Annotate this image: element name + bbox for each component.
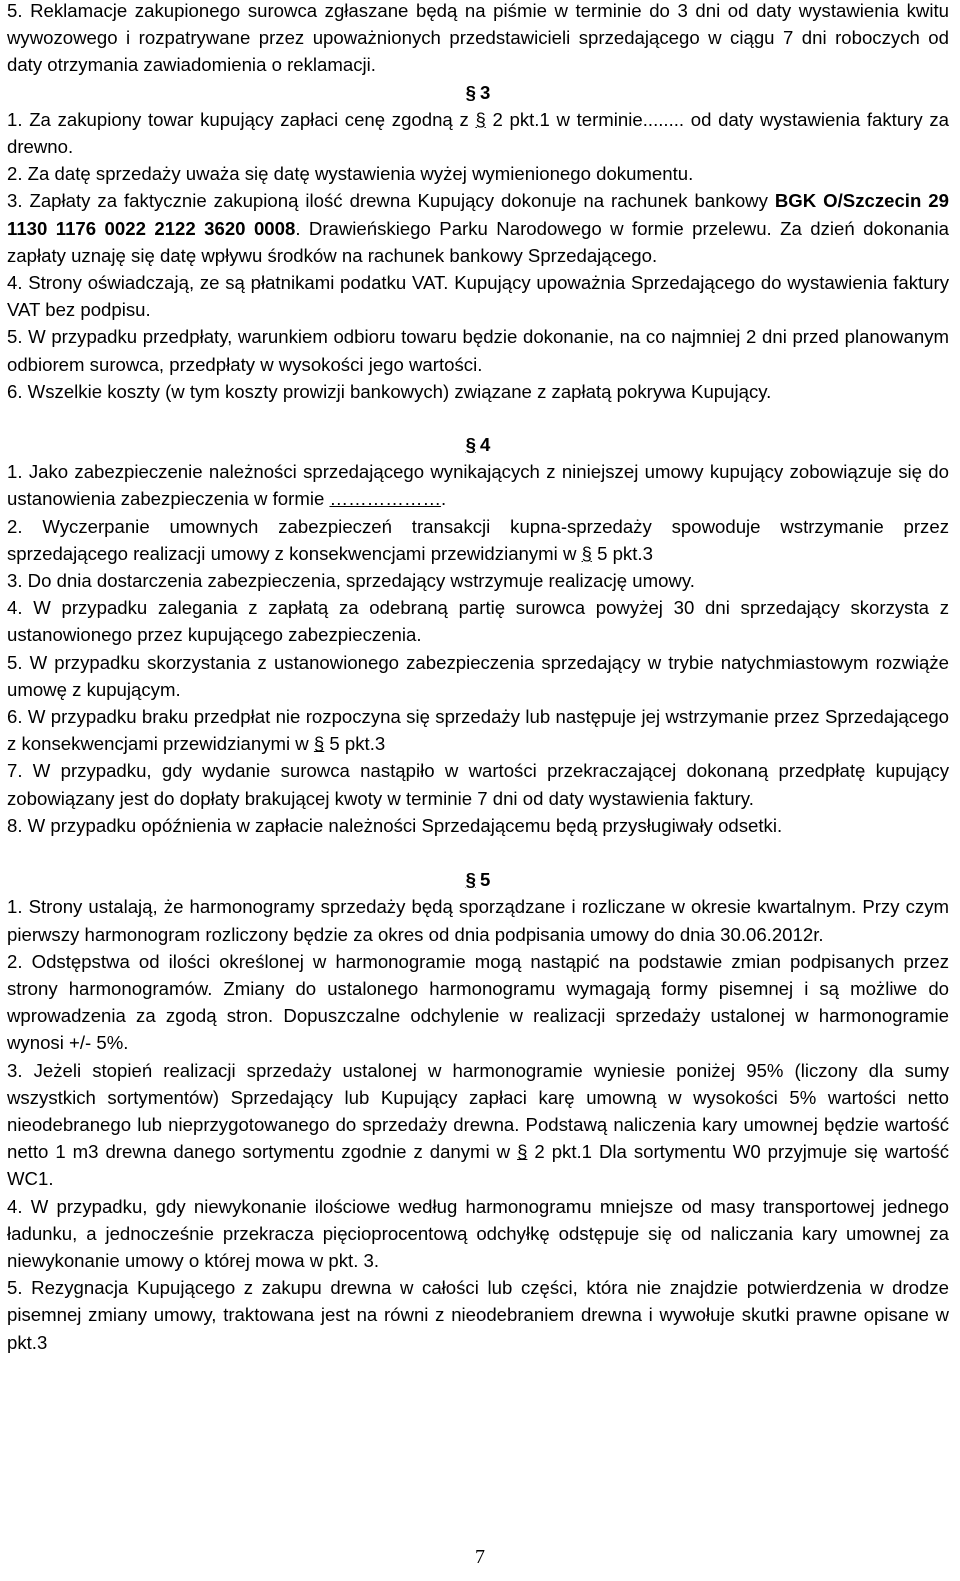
blank-field: ………………: [329, 488, 442, 510]
section-reference: §: [475, 108, 486, 130]
section-heading-5: [7, 866, 949, 893]
section-reference: §: [517, 1141, 528, 1163]
s4-paragraph-7: 7. W przypadku, gdy wydanie surowca nastąpiło w wartości przekraczającej dokonaną przedpłatę kupujący zobowiązany jest do dopłaty brakującej kwoty w terminie 7 dni od daty wystawienia faktury.: [7, 760, 949, 809]
s4-paragraph-6: 6. W przypadku braku przedpłat nie rozpoczyna się sprzedaży lub następuje jej wstrzymanie przez Sprzedającego z konsekwencjami przewidzianymi w § 5 pkt.3: [7, 706, 949, 755]
section-number: 4: [480, 434, 491, 456]
section-reference: §: [581, 542, 592, 564]
document-page: [7, 0, 949, 1356]
s5-paragraph-4: 4. W przypadku, gdy niewykonanie ilościowe według harmonogramu mniejsze od masy transportowej jednego ładunku, a jednocześnie przekracza pięcioprocentową odchyłkę odstępuje się od naliczania kary umownej za niewykonanie umowy o której mowa w pkt. 3.: [7, 1195, 949, 1271]
section-number: 3: [480, 81, 491, 103]
s3-paragraph-5: 5. W przypadku przedpłaty, warunkiem odbioru towaru będzie dokonanie, na co najmniej 2 dni przed planowanym odbiorem surowca, przedpłaty w wysokości jego wartości.: [7, 326, 949, 375]
section-symbol: §: [465, 434, 476, 456]
s5-paragraph-5: 5. Rezygnacja Kupującego z zakupu drewna w całości lub części, która nie znajdzie potwierdzenia w drodze pisemnej zmiany umowy, traktowana jest na równi z nieodebraniem drewna i wywołuje skutki prawne opisane w pkt.3: [7, 1277, 949, 1353]
s4-paragraph-8: 8. W przypadku opóźnienia w zapłacie należności Sprzedającemu będą przysługiwały odsetki.: [7, 814, 783, 836]
spacer: [7, 839, 949, 866]
s3-paragraph-4: 4. Strony oświadczają, ze są płatnikami podatku VAT. Kupujący upoważnia Sprzedającego do wystawienia faktury VAT bez podpisu.: [7, 272, 949, 321]
s4-paragraph-4: 4. W przypadku zalegania z zapłatą za odebraną partię surowca powyżej 30 dni sprzedający skorzysta z ustanowionego przez kupującego zabezpieczenia.: [7, 597, 949, 646]
s3-paragraph-6: 6. Wszelkie koszty (w tym koszty prowizji bankowych) związane z zapłatą pokrywa Kupujący.: [7, 380, 772, 402]
paragraph-reklamacje: 5. Reklamacje zakupionego surowca zgłaszane będą na piśmie w terminie do 3 dni od daty wystawienia kwitu wywozowego i rozpatrywane przez upoważnionych przedstawicieli sprzedającego w ciągu 7 dni roboczych od daty otrzymania zawiadomienia o reklamacji.: [7, 0, 949, 76]
section-symbol: §: [465, 81, 476, 103]
s3-paragraph-2: 2. Za datę sprzedaży uważa się datę wystawienia wyżej wymienionego dokumentu.: [7, 163, 694, 185]
s4-paragraph-2: 2. Wyczerpanie umownych zabezpieczeń transakcji kupna-sprzedaży spowoduje wstrzymanie przez sprzedającego realizacji umowy z konsekwencjami przewidzianymi w § 5 pkt.3: [7, 515, 949, 564]
s4-paragraph-3: 3. Do dnia dostarczenia zabezpieczenia, sprzedający wstrzymuje realizację umowy.: [7, 570, 695, 592]
section-heading-3: [7, 79, 949, 106]
page-number: 7: [475, 1546, 485, 1568]
s5-paragraph-1: 1. Strony ustalają, że harmonogramy sprzedaży będą sporządzane i rozliczane w okresie kwartalnym. Przy czym pierwszy harmonogram rozliczony będzie za okres od dnia podpisania umowy do dnia 30.06.2012r.: [7, 896, 949, 945]
s4-paragraph-5: 5. W przypadku skorzystania z ustanowionego zabezpieczenia sprzedający w trybie natychmiastowym rozwiąże umowę z kupującym.: [7, 651, 949, 700]
section-number: 5: [480, 869, 491, 891]
bank-account-number: BGK O/Szczecin 29 1130 1176 0022 2122 3620 0008: [7, 190, 949, 239]
section-heading-4: [7, 431, 949, 458]
section-reference: §: [313, 733, 325, 755]
s4-paragraph-1: 1. Jako zabezpieczenie należności sprzedającego wynikających z niniejszej umowy kupujący zobowiązuje się do ustanowienia zabezpieczenia w formie ……………….: [7, 461, 949, 510]
s3-paragraph-3: 3. Zapłaty za faktycznie zakupioną ilość drewna Kupujący dokonuje na rachunek bankowy BGK O/Szczecin 29 1130 1176 0022 2122 3620 0008. Drawieńskiego Parku Narodowego w formie przelewu. Za dzień dokonania zapłaty uznaję się datę wpływu środków na rachunek bankowy Sprzedającego.: [7, 190, 949, 266]
s5-paragraph-3: 3. Jeżeli stopień realizacji sprzedaży ustalonej w harmonogramie wyniesie poniżej 95% (liczony dla sumy wszystkich sortymentów) Sprzedający lub Kupujący zapłaci karę umowną w wysokości 5% wartości netto nieodebranego lub nieprzygotowanego do sprzedaży drewna. Podstawą naliczenia kary umownej będzie wartość netto 1 m3 drewna danego sortymentu zgodnie z danymi w § 2 pkt.1 Dla sortymentu W0 przyjmuje się wartość WC1.: [7, 1059, 949, 1190]
section-symbol: §: [465, 869, 476, 891]
s3-paragraph-1: 1. Za zakupiony towar kupujący zapłaci cenę zgodną z § 2 pkt.1 w terminie........ od daty wystawienia faktury za drewno.: [7, 108, 949, 158]
s5-paragraph-2: 2. Odstępstwa od ilości określonej w harmonogramie mogą nastąpić na podstawie zmian podpisanych przez strony harmonogramów. Zmiany do ustalonego harmonogramu wymagają formy pisemnej i są możliwe do wprowadzenia za zgodą stron. Dopuszczalne odchylenie w realizacji sprzedaży ustalonej w harmonogramie wynosi +/- 5%.: [7, 950, 949, 1054]
spacer: [7, 405, 949, 431]
